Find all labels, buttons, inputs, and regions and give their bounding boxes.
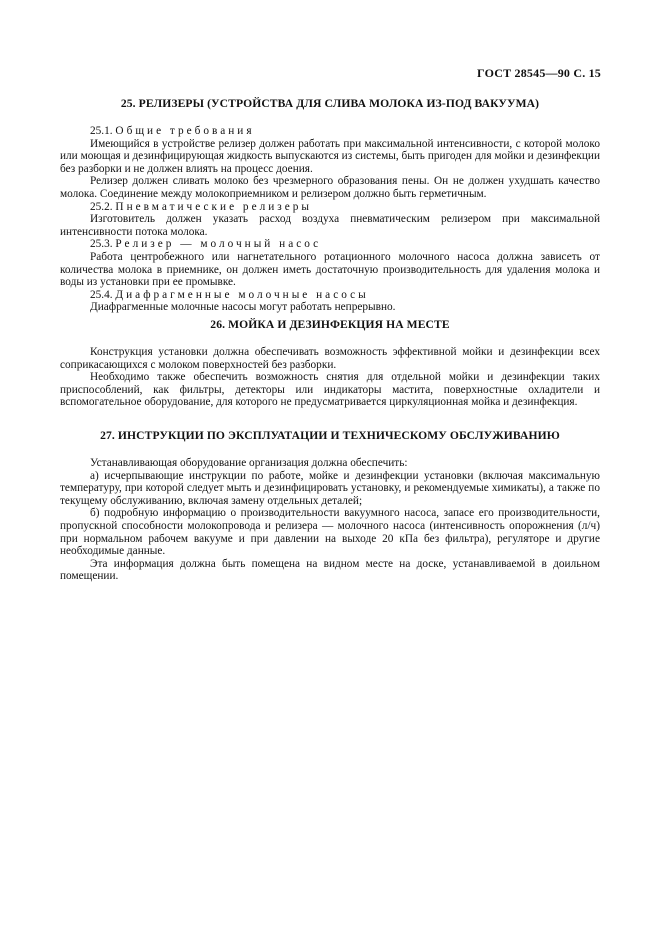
paragraph: Релизер должен сливать молоко без чрезмерного образования пены. Он не должен ухудшать качество молока. Соединение между молокоприемником и релизером должно быть герметичным. <box>60 175 600 200</box>
section-26 <box>60 318 600 409</box>
paragraph: б) подробную информацию о производительности вакуумного насоса, запасе его производительности, пропускной способности молокопровода и релизера — молочного насоса (интенсивность опорожнения (л/ч) при нормальном рабочем вакууме и при давлении на выходе 20 кПа без фильтра), регуляторе и другие необходимые данные. <box>60 507 600 558</box>
paragraph: Изготовитель должен указать расход воздуха пневматическим релизером при максимальной интенсивности потока молока. <box>60 213 600 238</box>
subsection-number: 25.1. <box>90 125 113 137</box>
paragraph: Конструкция установки должна обеспечивать возможность эффективной мойки и дезинфекции всех соприкасающихся с молоком поверхностей без разборки. <box>60 346 600 371</box>
section-26-heading: 26. МОЙКА И ДЕЗИНФЕКЦИЯ НА МЕСТЕ <box>210 318 450 331</box>
paragraph: Необходимо также обеспечить возможность снятия для отдельной мойки и дезинфекции таких приспособлений, как фильтры, детекторы или индикаторы мастита, поверхностные охладители и вспомогательное оборудование, для которого не предусматривается циркуляционная мойка и дезинфекция. <box>60 371 600 409</box>
subsection-25-3-title <box>60 238 600 251</box>
subsection-title: Пневматические релизеры <box>115 200 312 213</box>
subsection-title: Релизер — молочный насос <box>115 238 322 251</box>
section-27 <box>60 429 600 583</box>
paragraph: Эта информация должна быть помещена на видном месте на доске, устанавливаемой в доильном помещении. <box>60 557 600 583</box>
subsection-number: 25.4. <box>90 288 113 301</box>
subsection-25-2-title <box>60 201 600 214</box>
paragraph: Работа центробежного или нагнетательного ротационного молочного насоса должна зависеть от количества молока в приемнике, он должен иметь достаточную производительность для удаления молока и воды из установки при ее промывке. <box>60 250 600 289</box>
paragraph: Устанавливающая оборудование организация должна обеспечить: <box>90 457 408 469</box>
paragraph: а) исчерпывающие инструкции по работе, мойке и дезинфекции установки (включая максимальную температуру, при которой следует мыть и дезинфицировать установку, и рекомендуемые химикаты), а также по текущему обслуживанию, включая замену отдельных деталей; <box>60 469 600 507</box>
subsection-25-1-title <box>60 125 600 138</box>
subsection-title: Диафрагменные молочные насосы <box>115 288 369 301</box>
section-25 <box>60 97 600 314</box>
section-27-heading: 27. ИНСТРУКЦИИ ПО ЭКСПЛУАТАЦИИ И ТЕХНИЧЕСКОМУ ОБСЛУЖИВАНИЮ <box>100 429 560 442</box>
subsection-25-4-title <box>60 289 600 302</box>
subsection-number: 25.3. <box>90 238 113 251</box>
paragraph: Диафрагменные молочные насосы могут работать непрерывно. <box>90 301 396 314</box>
page-header: ГОСТ 28545—90 С. 15 <box>477 66 601 80</box>
section-25-heading: 25. РЕЛИЗЕРЫ (УСТРОЙСТВА ДЛЯ СЛИВА МОЛОКА ИЗ-ПОД ВАКУУМА) <box>120 97 540 110</box>
paragraph: Имеющийся в устройстве релизер должен работать при максимальной интенсивности, с которой молоко или моющая и дезинфицирующая жидкость выпускаются из системы, быть пригоден для мойки и дезинфекции без разборки и не должен влиять на процесс доения. <box>60 137 600 175</box>
subsection-number: 25.2. <box>90 200 113 213</box>
subsection-title: Общие требования <box>115 125 255 137</box>
